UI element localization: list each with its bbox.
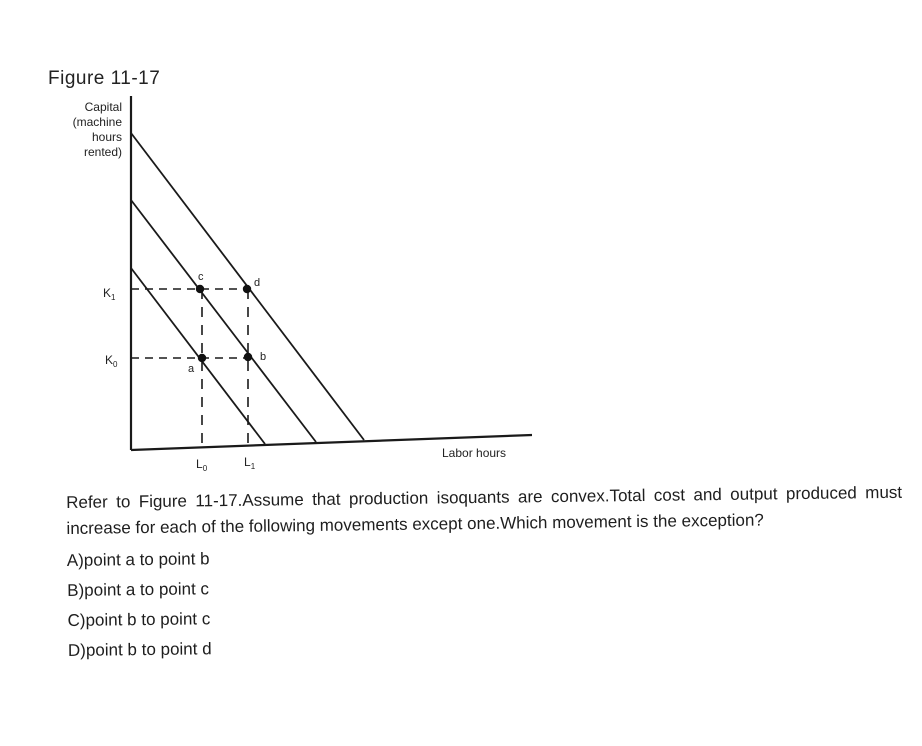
l1-tick-label: $L_1$ bbox=[244, 455, 256, 471]
x-axis-label: Labor hours bbox=[442, 446, 507, 460]
y-axis-label-line: rented) bbox=[83, 145, 122, 159]
option-c: C)point b to point c bbox=[67, 609, 211, 630]
option-a: A)point a to point b bbox=[66, 549, 210, 570]
y-axis-label-line: (machine bbox=[72, 115, 122, 129]
k0-tick-label: $K_0$ bbox=[105, 353, 118, 369]
point-label-d: d bbox=[254, 277, 261, 289]
option-b: B)point a to point c bbox=[67, 579, 210, 600]
y-axis-label-line: Capital bbox=[84, 100, 122, 114]
point-b bbox=[244, 353, 252, 361]
point-d bbox=[243, 285, 251, 293]
y-axis-label-line: hours bbox=[91, 130, 122, 144]
point-label-a: a bbox=[188, 363, 195, 375]
question-block bbox=[66, 480, 904, 666]
question-stem: Refer to Figure 11-17.Assume that production isoquants are convex.Total cost and output produced must increase for each of the following movements except one.Which movement is the exception? bbox=[66, 482, 903, 538]
isocost-line-mid bbox=[131, 200, 316, 442]
point-label-b: b bbox=[260, 351, 267, 363]
point-label-c: c bbox=[198, 271, 204, 283]
option-d: D)point b to point d bbox=[67, 639, 212, 660]
point-a bbox=[198, 354, 206, 362]
figure-title: Figure 11-17 bbox=[48, 68, 161, 89]
k1-tick-label: $K_1$ bbox=[103, 286, 116, 302]
l0-tick-label: $L_0$ bbox=[196, 457, 208, 473]
point-c bbox=[196, 285, 204, 293]
